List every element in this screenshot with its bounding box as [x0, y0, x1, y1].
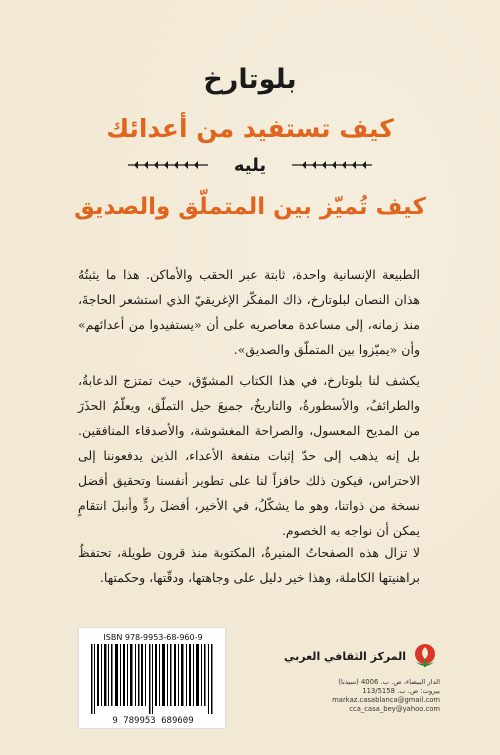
blurb-paragraph-3: لا تزال هذه الصفحاتُ المنيرةُ، المكتوبة منذ قرون طويلة، تحتفظُ براهنيتها الكاملة، وهذا خير دليل على وجاهتها، ودقّتها، وحكمتها. — [78, 545, 420, 585]
isbn-barcode — [78, 627, 226, 729]
isbn-label: ISBN 978-9953-68-960-9 — [103, 633, 203, 642]
author-name: بلوتارخ — [203, 64, 297, 95]
address-line: بيروت: ص. ب. 113/5158 — [362, 687, 440, 695]
email-line: markaz.casablanca@gmail.com — [332, 696, 440, 704]
blurb-paragraph-2: يكشف لنا بلوتارخ، في هذا الكتاب المشوّق، حيث تمتزج الدعابةُ، والطرائفُ، والأسطورةُ، والتاريخُ، جميعَ حيل التملّق، ويعلّمُ الحذَرَ من المديح المعسول، والصراحة المغشوشة، والأصدقاء المنافقين. بل إنه يذهب إلى حدّ إثبات منفعة الأعداء، الذين يدفعوننا إلى الاحتراس، فيكون ذلك حافزاً لنا على تطوير أنفسنا وتحقيق أفضل نسخة من ذواتنا، وهو ما يشكّلُ، في الأخير، أفضلَ ردٍّ وأنبلَ انتقامٍ يمكن أن نواجه به الخصوم. — [78, 373, 420, 538]
main-title: كيف تستفيد من أعدائك — [106, 114, 394, 143]
publisher-address — [320, 678, 440, 714]
connector-word: يليه — [233, 154, 267, 176]
tree-flower-icon — [410, 642, 440, 672]
ornament-right-icon — [292, 158, 372, 172]
barcode-icon — [89, 644, 217, 714]
barcode-digits: 9 789953 689609 — [112, 716, 194, 726]
address-line: الدار البيضاء، ص. ب. 4006 (سيدنا) — [338, 678, 440, 686]
ornament-left-icon — [128, 158, 208, 172]
email-line: cca_casa_bey@yahoo.com — [349, 705, 440, 713]
blurb-paragraph-1: الطبيعة الإنسانية واحدة، ثابتة عبر الحقب والأماكن. هذا ما يثبتُهُ هذان النصان لبلوتارخ، ذاك المفكّر الإغريقيّ الذي استشعر الحاجةَ، منذ زمانه، إلى مساعدة معاصريه على أن «يستفيدوا من أعدائهم» وأن «يميّزوا بين المتملّق والصديق». — [78, 267, 420, 357]
second-title: كيف تُميّز بين المتملّق والصديق — [74, 194, 426, 220]
title-connector-row — [128, 154, 372, 176]
publisher-name: المركز الثقافي العربي — [284, 650, 406, 663]
